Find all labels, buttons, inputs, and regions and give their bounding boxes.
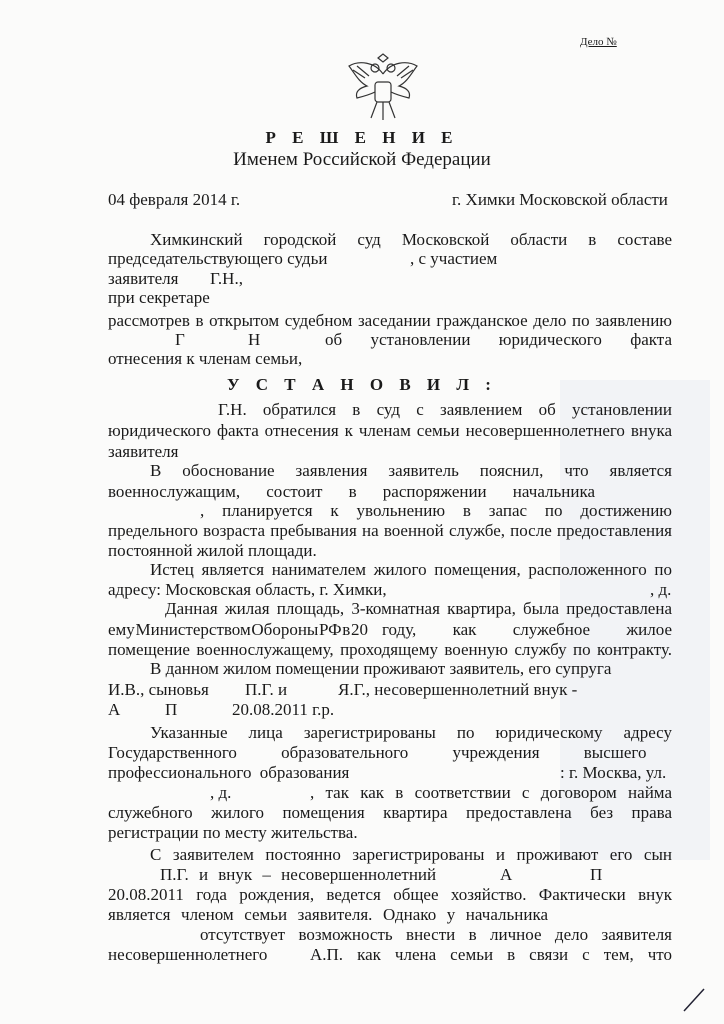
text-line: юридического факта отнесения к членам семьи несовершеннолетнего внука [108, 421, 672, 440]
text-line: П.Г. и внук – несовершеннолетний [160, 865, 437, 884]
coat-of-arms-emblem-icon [345, 52, 421, 126]
case-number: Дело № [580, 36, 617, 48]
text-line: отнесения к членам семьи, [108, 349, 303, 368]
text-line: военнослужащим, состоит в распоряжении начальника [108, 482, 595, 501]
text-line: , д. [650, 580, 672, 599]
text-line: Г.Н. обратился в суд с заявлением об установлении [218, 400, 672, 419]
text-line: 20.08.2011 года рождения, ведется общее хозяйство. Фактически внук [108, 885, 672, 904]
text-line: регистрации по месту жительства. [108, 823, 358, 842]
text-line: , д. [210, 783, 232, 802]
text-line: А [500, 865, 513, 884]
text-line: об установлении юридического факта [325, 330, 672, 349]
pen-mark-icon [680, 985, 710, 1015]
text-line: Н [248, 330, 261, 349]
text-line: адресу: Московская область, г. Химки, [108, 580, 387, 599]
text-line: , планируется к увольнению в запас по достижению [200, 501, 672, 520]
text-line: заявителя [108, 269, 179, 288]
text-line: Государственного образовательного учреждения высшего [108, 743, 647, 762]
document-title: Р Е Ш Е Н И Е [265, 128, 459, 147]
text-line: Г.Н., [210, 269, 243, 288]
text-line: году, как служебное жилое [382, 620, 672, 639]
text-line: Химкинский городской суд Московской области в составе [150, 230, 672, 249]
text-line: В обоснование заявления заявитель пояснил, что является [150, 461, 672, 480]
text-line: Г [175, 330, 185, 349]
text-line: профессионального образования [108, 763, 350, 782]
text-line: Я.Г., несовершеннолетний внук - [338, 680, 578, 699]
text-line: П [590, 865, 603, 884]
document-subtitle: Именем Российской Федерации [233, 149, 491, 170]
text-line: И.В., сыновья [108, 680, 209, 699]
text-line: 20.08.2011 г.р. [232, 700, 335, 719]
text-line: Указанные лица зарегистрированы по юридическому адресу [150, 723, 672, 742]
text-line: П [165, 700, 178, 719]
text-line: постоянной жилой площади. [108, 541, 317, 560]
text-line: Данная жилая площадь, 3-комнатная квартира, была предоставлена [165, 599, 672, 618]
text-line: , так как в соответствии с договором найма [310, 783, 672, 802]
decision-date: 04 февраля 2014 г. [108, 190, 241, 209]
text-line: при секретаре [108, 288, 210, 307]
text-line: предельного возраста пребывания на военной службе, после предоставления [108, 521, 672, 540]
text-line: помещение военнослужащему, проходящему военную службу по контракту. [108, 640, 672, 659]
text-line: отсутствует возможность внести в личное дело заявителя [200, 925, 672, 944]
text-line: : г. Москва, ул. [560, 763, 667, 782]
text-line: Истец является нанимателем жилого помещения, расположенного по [150, 560, 672, 579]
section-heading: У С Т А Н О В И Л : [227, 375, 497, 394]
text-line: ему Министерством Обороны РФ в 20 [108, 620, 368, 639]
text-line: заявителя [108, 442, 179, 461]
text-line: С заявителем постоянно зарегистрированы и проживают его сын [150, 845, 672, 864]
text-line: рассмотрев в открытом судебном заседании гражданское дело по заявлению [108, 311, 672, 330]
text-line: является членом семьи заявителя. Однако у начальника [108, 905, 548, 924]
decision-place: г. Химки Московской области [452, 190, 668, 209]
text-line: А [108, 700, 121, 719]
text-line: В данном жилом помещении проживают заявитель, его супруга [150, 659, 612, 678]
text-line: , с участием [410, 249, 498, 268]
text-line: несовершеннолетнего [108, 945, 268, 964]
text-line: председательствующего судьи [108, 249, 328, 268]
text-line: П.Г. и [245, 680, 288, 699]
text-line: служебного жилого помещения квартира предоставлена без права [108, 803, 672, 822]
text-line: А.П. как члена семьи в связи с тем, что [310, 945, 672, 964]
